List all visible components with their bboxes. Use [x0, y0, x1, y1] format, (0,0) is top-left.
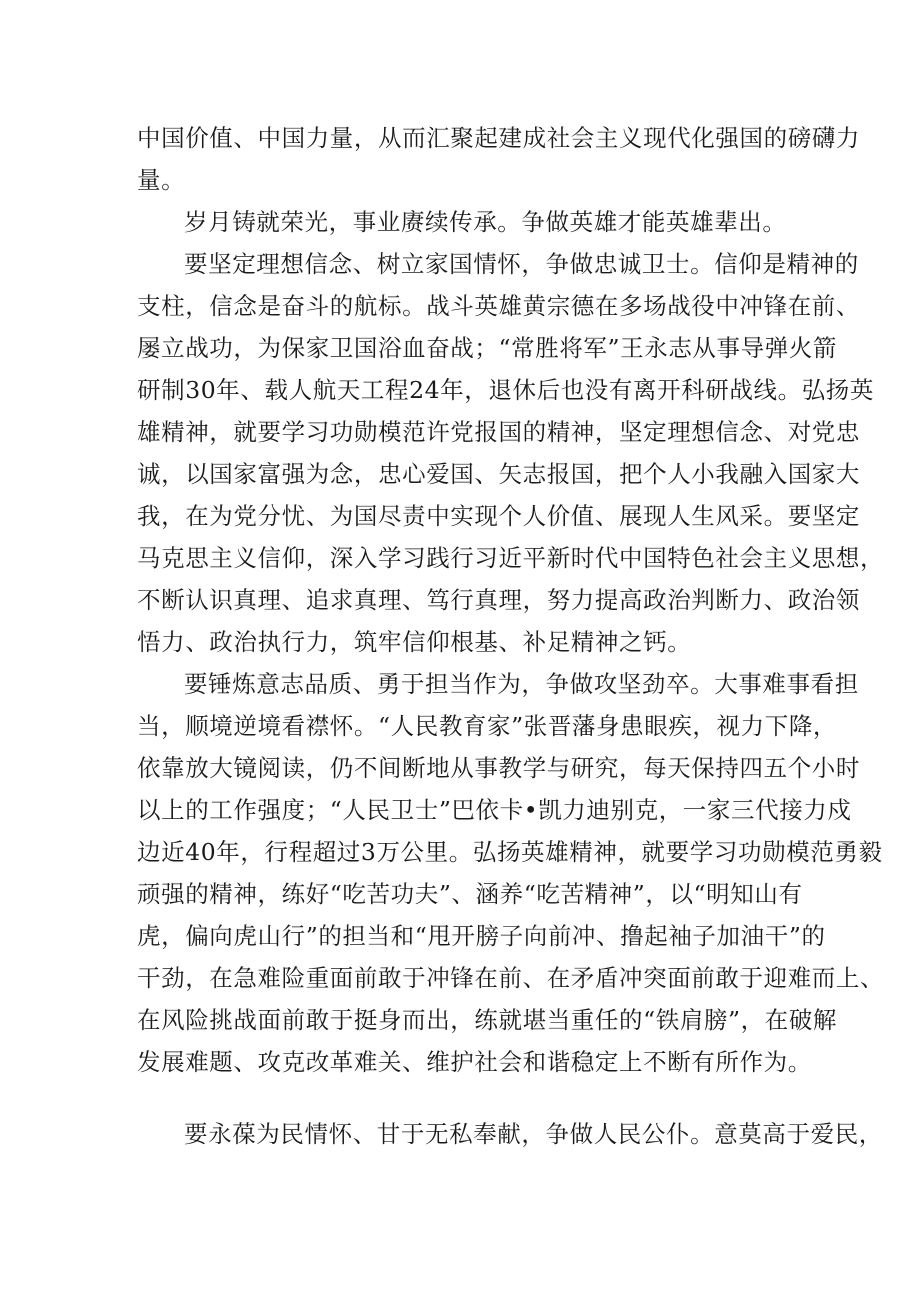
- text-line: 岁月铸就荣光，事业赓续传承。争做英雄才能英雄辈出。: [184, 208, 787, 236]
- text-line: 要坚定理想信念、树立家国情怀，争做忠诚卫士。信仰是精神的: [184, 250, 859, 278]
- text-line: 发展难题、攻克改革难关、维护社会和谐稳定上不断有所作为。: [137, 1048, 812, 1076]
- text-line: 不断认识真理、追求真理、笃行真理，努力提高政治判断力、政治领: [137, 586, 860, 614]
- text-line: 诚，以国家富强为念，忠心爱国、矢志报国，把个人小我融入国家大: [137, 460, 860, 488]
- text-line: 虎，偏向虎山行”的担当和“甩开膀子向前冲、撸起袖子加油干”的: [137, 922, 826, 950]
- text-line: 在风险挑战面前敢于挺身而出，练就堪当重任的“铁肩膀”，在破解: [137, 1006, 838, 1034]
- text-line: 干劲，在急难险重面前敢于冲锋在前、在矛盾冲突面前敢于迎难而上、: [137, 964, 885, 992]
- text-line: 当，顺境逆境看襟怀。“人民教育家”张晋藩身患眼疾，视力下降，: [137, 712, 838, 740]
- text-line: 我，在为党分忧、为国尽责中实现个人价值、展现人生风采。要坚定: [137, 502, 860, 530]
- text-line: 悟力、政治执行力，筑牢信仰根基、补足精神之钙。: [137, 628, 692, 656]
- text-line: 以上的工作强度；“人民卫士”巴依卡•凯力迪别克，一家三代接力戍: [137, 796, 852, 824]
- text-line: 依靠放大镜阅读，仍不间断地从事教学与研究，每天保持四五个小时: [137, 754, 860, 782]
- text-line: 屡立战功，为保家卫国浴血奋战；“常胜将军”王永志从事导弹火箭: [137, 334, 838, 362]
- text-line: 雄精神，就要学习功勋模范许党报国的精神，坚定理想信念、对党忠: [137, 418, 860, 446]
- text-line: 顽强的精神，练好“吃苦功夫”、涵养“吃苦精神”，以“明知山有: [137, 880, 803, 908]
- text-line: 支柱，信念是奋斗的航标。战斗英雄黄宗德在多场战役中冲锋在前、: [137, 292, 860, 320]
- text-line: 中国价值、中国力量，从而汇聚起建成社会主义现代化强国的磅礴力: [137, 124, 860, 152]
- text-line: 要锤炼意志品质、勇于担当作为，争做攻坚劲卒。大事难事看担: [184, 670, 859, 698]
- text-line: 研制30年、载人航天工程24年，退休后也没有离开科研战线。弘扬英: [137, 376, 875, 404]
- text-line: 要永葆为民情怀、甘于无私奉献，争做人民公仆。意莫高于爱民，: [184, 1120, 883, 1148]
- text-line: 量。: [137, 166, 186, 194]
- text-line: 边近40年，行程超过3万公里。弘扬英雄精神，就要学习功勋模范勇毅: [137, 838, 883, 866]
- text-line: 马克思主义信仰，深入学习践行习近平新时代中国特色社会主义思想，: [137, 544, 885, 572]
